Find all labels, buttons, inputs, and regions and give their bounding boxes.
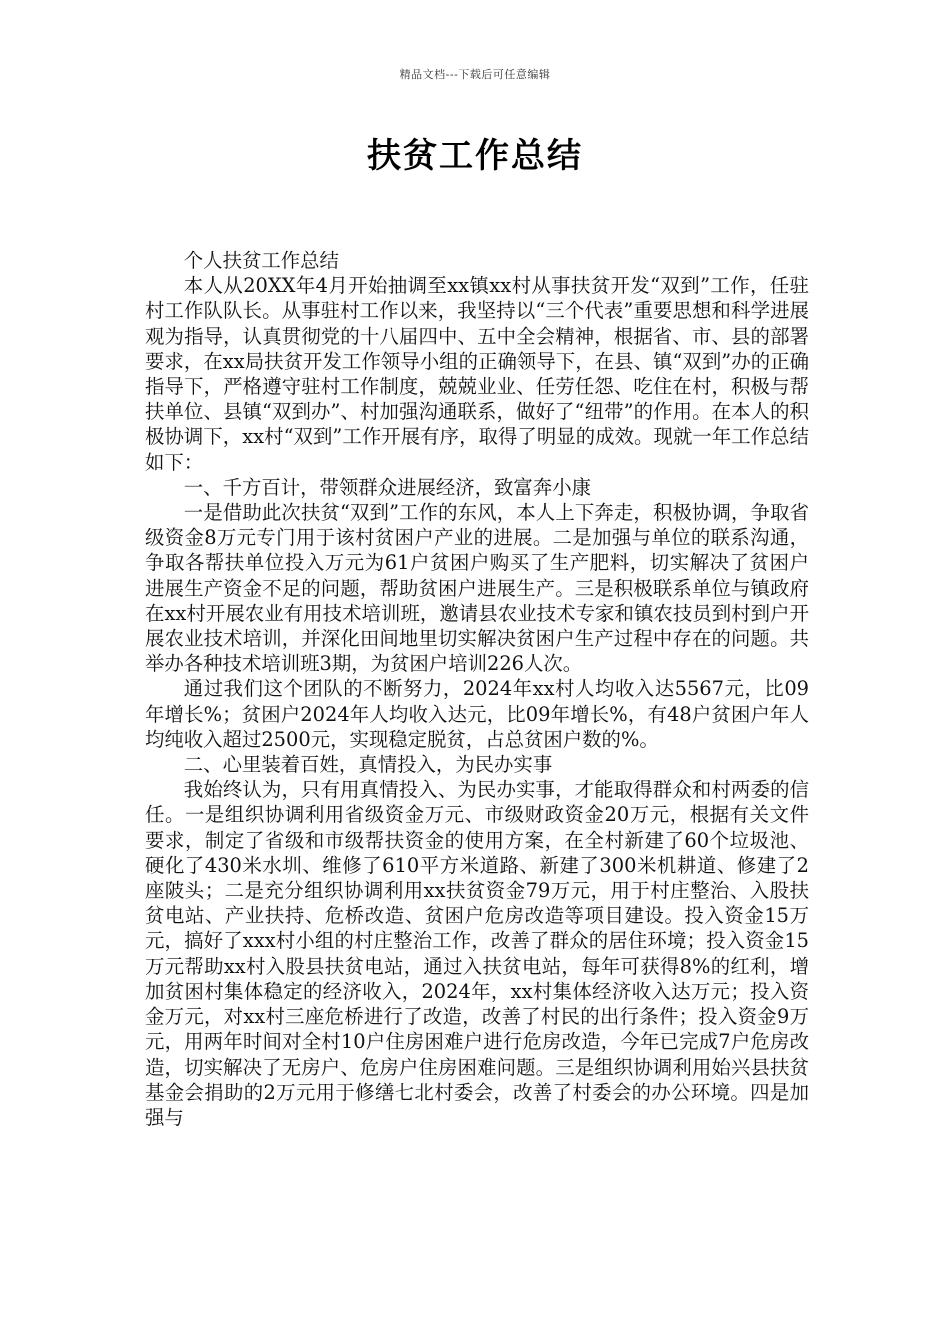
results-paragraph: 通过我们这个团队的不断努力，2024年xx村人均收入达5567元，比09年增长%；贫困户2024年人均收入达元，比09年增长%，有48户贫困户年人均纯收入超过2500元，实现稳定脱贫，占总贫困户数的%。 (145, 677, 809, 751)
intro-paragraph: 本人从20XX年4月开始抽调至xx镇xx村从事扶贫开发“双到”工作，任驻村工作队队长。从事驻村工作以来，我坚持以“三个代表”重要思想和科学进展观为指导，认真贯彻党的十八届四中、五中全会精神，根据省、市、县的部署要求，在xx局扶贫开发工作领导小组的正确领导下，在县、镇“双到”办的正确指导下，严格遵守驻村工作制度，兢兢业业、任劳任怨、吃住在村，积极与帮扶单位、县镇“双到办”、村加强沟通联系，做好了“纽带”的作用。在本人的积极协调下，xx村“双到”工作开展有序，取得了明显的成效。现就一年工作总结如下： (145, 274, 809, 474)
section-heading-2: 二、心里装着百姓，真情投入，为民办实事 (183, 753, 553, 777)
section-1-paragraph: 一是借助此次扶贫“双到”工作的东风，本人上下奔走，积极协调，争取省级资金8万元专门用于该村贫困户产业的进展。二是加强与单位的联系沟通，争取各帮扶单位投入万元为61户贫困户购买了生产肥料，切实解决了贫困户进展生产资金不足的问题，帮助贫困户进展生产。三是积极联系单位与镇政府在xx村开展农业有用技术培训班，邀请县农业技术专家和镇农技员到村到户开展农业技术培训，并深化田间地里切实解决贫困户生产过程中存在的问题。共举办各种技术培训班3期，为贫困户培训226人次。 (145, 501, 809, 676)
document-title: 扶贫工作总结 (367, 136, 583, 176)
section-2-paragraph: 我始终认为，只有用真情投入、为民办实事，才能取得群众和村两委的信任。一是组织协调利用省级资金万元、市级财政资金20万元，根据有关文件要求，制定了省级和市级帮扶资金的使用方案，在全村新建了60个垃圾池、硬化了430米水圳、维修了610平方米道路、新建了300米机耕道、修建了2座陂头；二是充分组织协调利用xx扶贫资金79万元，用于村庄整治、入股扶贫电站、产业扶持、危桥改造、贫困户危房改造等项目建设。投入资金15万元，搞好了xxx村小组的村庄整治工作，改善了群众的居住环境；投入资金15万元帮助xx村入股县扶贫电站，通过入扶贫电站，每年可获得8%的红利，增加贫困村集体稳定的经济收入，2024年，xx村集体经济收入达万元；投入资金万元，对xx村三座危桥进行了改造，改善了村民的出行条件；投入资金9万元，用两年时间对全村10户住房困难户进行危房改造，今年已完成7户危房改造，切实解决了无房户、危房户住房困难问题。三是组织协调利用始兴县扶贫基金会捐助的2万元用于修缮七北村委会，改善了村委会的办公环境。四是加强与 (145, 778, 809, 1129)
section-heading-personal-summary: 个人扶贫工作总结 (183, 249, 339, 272)
document-body (145, 248, 809, 1130)
page-header-note: 精品文档---下载后可任意编辑 (399, 68, 551, 81)
section-heading-1: 一、千方百计，带领群众进展经济，致富奔小康 (183, 475, 591, 499)
